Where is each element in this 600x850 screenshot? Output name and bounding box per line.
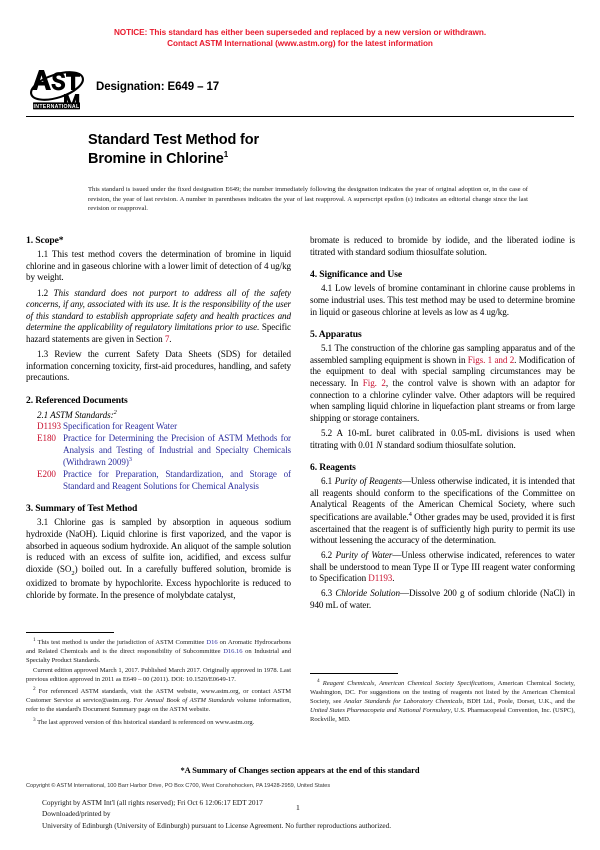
paragraph-1-3: 1.3 Review the current Safety Data Sheets (SDS) for detailed information concerning toxicity, first-aid procedures, handling, and safety precautions. [26, 349, 291, 383]
license-line-3: University of Edinburgh (University of Edinburgh) pursuant to License Agreement. No further reproductions authorized. [42, 820, 392, 830]
summary-of-changes-note: *A Summary of Changes section appears at the end of this standard [180, 766, 420, 775]
paragraph-6-3-italic: Chloride Solution [335, 588, 400, 599]
astm-logo-icon [26, 64, 88, 110]
paragraph-6-2 [310, 550, 575, 585]
footnote-3-marker: 3 [33, 716, 36, 723]
paragraph-6-1-number: 6.1 [321, 476, 333, 487]
subheading-2-1-text: 2.1 ASTM Standards: [37, 409, 114, 420]
footnote-2-marker: 2 [33, 686, 36, 693]
footnote-4-marker: 4 [317, 678, 320, 685]
paragraph-6-1-footnote-marker: 4 [408, 510, 412, 518]
paragraph-5-1-part-a: 5.1 The construction of the chlorine gas sampling apparatus and of the assembled sampling equipment is shown in [310, 343, 575, 365]
footnote-1-marker: 1 [33, 637, 36, 644]
footnote-2: $^2$ For referenced ASTM standards, visit the ASTM website, www.astm.org, or contact ASTM Customer Service at service@astm.org. For Annual Book of ASTM Standards volume information, refer to the standard's Document Summary page on the ASTM website. [26, 686, 291, 714]
paragraph-4-1: 4.1 Low levels of bromine contaminant in chlorine cause problems in some industrial uses. This test method may be used to determine bromine in liquid or gaseous chlorine at levels as low as 4 ug/kg. [310, 283, 575, 317]
paragraph-6-1-italic: Purity of Reagents [334, 476, 402, 487]
title-line-2-text: Bromine in Chlorine [88, 150, 224, 167]
footnote-4-part-6: , U.S. Pharmacopeial Convention, Inc. (USPC), Rockville, MD. [310, 706, 575, 723]
list-item[interactable] [37, 433, 291, 469]
paragraph-6-2-italic: Purity of Water [335, 550, 393, 561]
footnote-4 [310, 678, 575, 724]
paragraph-1-2-tail: Specific hazard statements are given in Section [26, 322, 291, 344]
paragraph-5-2: 5.2 A 10-mL buret calibrated in 0.05-mL divisions is used when titrating with 0.01 N standard sodium thiosulfate solution. [310, 427, 575, 450]
subheading-2-1-marker: 2 [113, 408, 117, 416]
paragraph-3-1: 3.1 Chlorine gas is sampled by absorption in aqueous sodium hydroxide (NaOH). Liquid chlorine is first vaporized, and the vapor is absorbed in aqueous sodium hydroxide. An aliquot of the sample solution is reduced with an excess of sulfite ion, acidified, and excess sulfur dioxide $(SO_2)$ boiled out. In a carefully buffered solution, bromide is oxidized to bromate by hypochlorite. Excess hypochlorite is reduced to chloride by formate. In the presence of molybdate catalyst, [26, 517, 291, 600]
footnote-4-part-2: , American Chemical Society, Washington, DC. For suggestions on the testing of reagents not listed by the American Chemical Society, see [310, 680, 575, 706]
paragraph-6-1-tail: Other grades may be used, provided it is first ascertained that the reagent is of sufficiently high purity to permit its use without lessening the accuracy of the determination. [310, 511, 575, 546]
paragraph-1-2-number: 1.2 [37, 287, 49, 298]
title-line-2 [88, 150, 574, 169]
copyright-line: Copyright © ASTM International, 100 Barr Harbor Drive, PO Box C700, West Conshohocken, PA 19428-2959, United States [26, 783, 331, 789]
left-column [26, 235, 292, 726]
paragraph-6-2-tail: . [392, 573, 395, 584]
license-line-2: Downloaded/printed by [42, 809, 111, 819]
heading-section-1: 1. Scope* [26, 235, 64, 247]
paragraph-1-1: 1.1 This test method covers the determination of bromine in liquid chlorine and in gaseous chlorine with a lower limit of detection of 4 ug/kg by weight. [26, 249, 291, 283]
paragraph-5-1-part-b: . Modification of the equipment to deal with special sampling circumstances may be necessary. In [310, 354, 575, 389]
paragraph-1-2-italic: This standard does not purport to address all of the safety concerns, if any, associated with its use. It is the responsibility of the user of this standard to establish appropriate safety and health practices and determine the applicability of regulatory limitations prior to use. [26, 287, 291, 333]
license-block [42, 797, 391, 831]
paragraph-6-2-text: —Unless otherwise indicated, references to water shall be understood to mean Type II or Type III reagent water conforming to Specification [310, 550, 575, 584]
heading-section-2: 2. Referenced Documents [26, 394, 128, 406]
section-7-link[interactable]: 7 [164, 333, 170, 344]
paragraph-1-2: 1.2 This standard does not purport to address all of the safety concerns, if any, associated with its use. It is the responsibility of the user of this standard to establish appropriate safety and health practices and determine the applicability of regulatory limitations prior to use. Specific hazard statements are given in Section 7. [26, 287, 291, 344]
standard-code-link[interactable]: E180 [37, 432, 56, 443]
designation-row [26, 64, 574, 110]
referenced-standards-list [26, 421, 291, 493]
heading-section-3: 3. Summary of Test Method [26, 503, 138, 515]
paragraph-5-1 [310, 343, 575, 424]
page-title [88, 131, 574, 170]
subcommittee-d1616-link[interactable]: D16.16 [223, 648, 243, 656]
list-item[interactable] [37, 469, 291, 492]
standard-code-link[interactable]: E200 [37, 469, 56, 480]
paragraph-6-2-number: 6.2 [321, 550, 333, 561]
paragraph-5-1-part-c: , the control valve is shown with an adaptor for connection to a chlorine cylinder valve. Other adaptors will be required when sampling liquid chlorine in liquefaction plant streams or from large shipping or storage containers. [310, 378, 576, 423]
paragraph-6-3 [310, 588, 575, 611]
right-column [310, 235, 576, 723]
standard-title-link[interactable]: Practice for Preparation, Standardization, and Storage of Standard and Reagent Solutions for Chemical Analysis [63, 469, 291, 491]
title-line-1: Standard Test Method for [88, 131, 259, 148]
paragraph-6-3-number: 6.3 [321, 588, 333, 599]
footnote-4-part-1: Reagent Chemicals, American Chemical Society Specifications [322, 680, 494, 688]
footnote-divider [310, 673, 398, 674]
footnote-1: $^1$ This test method is under the jurisdiction of ASTM Committee D16 on Aromatic Hydrocarbons and Related Chemicals and is the direct responsibility of Subcommittee D16.16 on Industrial and Specialty Product Standards. [26, 637, 292, 665]
committee-d16-link[interactable]: D16 [206, 639, 218, 647]
heading-section-4: 4. Significance and Use [310, 269, 403, 281]
body-columns [26, 235, 576, 726]
footnote-4-part-3: Analar Standards for Laboratory Chemicals [344, 698, 463, 706]
specification-d1193-link[interactable]: D1193 [368, 573, 393, 584]
subheading-2-1 [26, 409, 291, 420]
footnote-divider [26, 632, 114, 633]
header-divider [26, 116, 574, 117]
heading-section-6: 6. Reagents [310, 462, 356, 474]
heading-section-5: 5. Apparatus [310, 329, 362, 341]
footnote-4-part-4: , BDH Ltd., Poole, Dorset, U.K., and the [462, 698, 576, 706]
title-footnote-marker: 1 [223, 150, 229, 160]
footnote-4-part-5: United States Pharmacopeia and National Formulary [310, 706, 451, 714]
paragraph-6-3-text: —Dissolve 200 g of sodium chloride (NaCl) in 940 mL of water. [310, 588, 576, 611]
notice-line-1: NOTICE: This standard has either been superseded and replaced by a new version or withdrawn. [113, 28, 487, 37]
footnote-3 [26, 717, 291, 728]
preamble-text: This standard is issued under the fixed designation E649; the number immediately following the designation indicates the year of original adoption or, in the case of revision, the year of last revision. A number in parentheses indicates the year of last reapproval. A superscript epsilon (ε) indicates an editorial change since the last revision or reapproval. [88, 186, 528, 212]
designation-label: Designation: E649 – 17 [96, 80, 220, 93]
paragraph-6-1 [310, 476, 575, 547]
notice-line-2: Contact ASTM International (www.astm.org) for the latest information [167, 38, 433, 48]
standard-title-link[interactable]: Specification for Reagent Water [63, 420, 178, 431]
right-footnotes [310, 665, 575, 724]
page-number: 1 [296, 803, 300, 812]
list-item[interactable] [37, 421, 291, 433]
license-line-1: Copyright by ASTM Int'l (all rights reserved); Fri Oct 6 12:06:17 EDT 2017 [42, 798, 263, 807]
standard-footnote-marker: 3 [128, 456, 132, 464]
standard-title-link[interactable]: Practice for Determining the Precision of ASTM Methods for Analysis and Testing of Industrial and Specialty Chemicals (Withdrawn 2009) [63, 432, 291, 468]
paragraph-3-1-continuation: bromate is reduced to bromide by iodide, and the liberated iodine is titrated with standard sodium thiosulfate solution. [310, 235, 575, 257]
withdrawn-notice [26, 0, 574, 50]
standard-code-link[interactable]: D1193 [37, 420, 62, 431]
footnote-edition-info: Current edition approved March 1, 2017. Published March 2017. Originally approved in 1978. Last previous edition approved in 2011 as E649 – 00 (2011). DOI: 10.1520/E0649-17. [26, 667, 291, 684]
figure-2-link[interactable]: Fig. 2 [362, 378, 386, 389]
svg-text:INTERNATIONAL: INTERNATIONAL [33, 103, 80, 110]
footnote-3-text: The last approved version of this historical standard is referenced on www.astm.org. [37, 718, 255, 726]
left-footnotes [26, 624, 291, 727]
paragraph-6-1-text: —Unless otherwise indicated, it is intended that all reagents should conform to the specifications of the Committee on Analytical Reagents of the American Chemical Society, where such specifications are available. [310, 476, 575, 522]
figures-1-2-link[interactable]: Figs. 1 and 2 [467, 354, 515, 365]
